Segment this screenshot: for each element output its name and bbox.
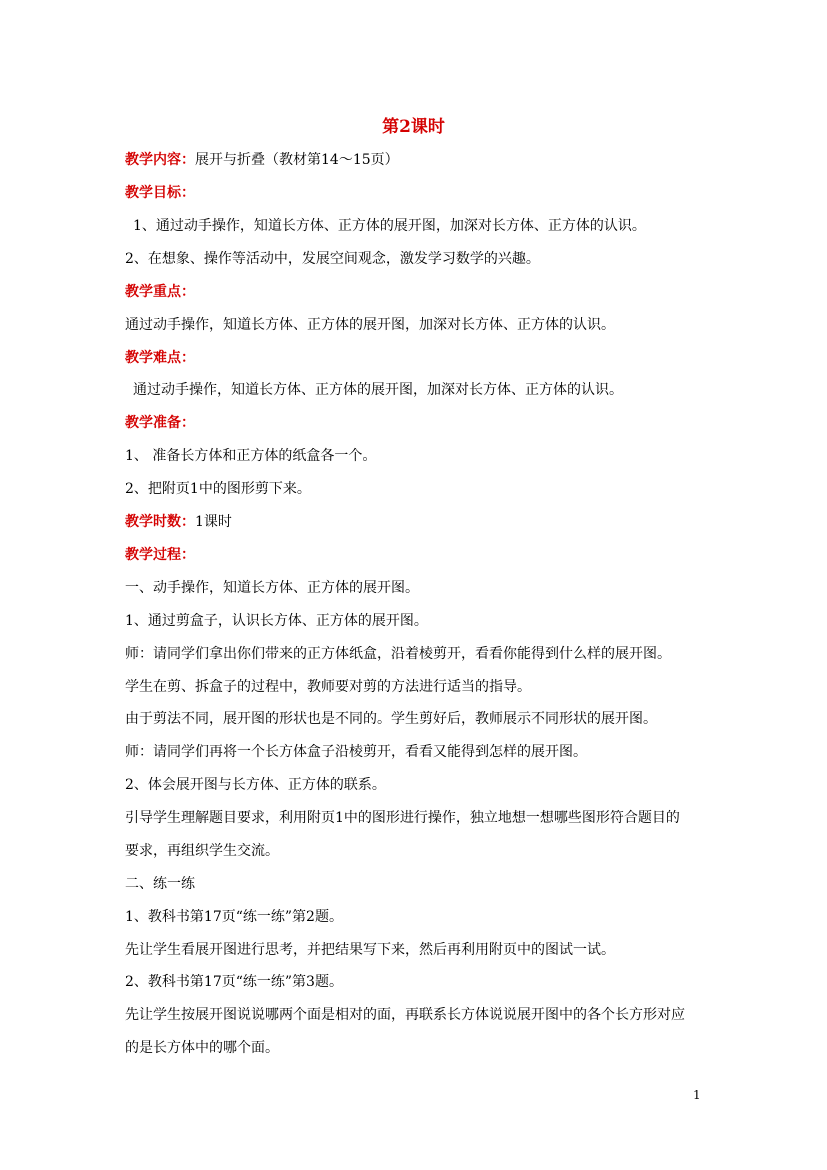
difficulties-text: 通过动手操作，知道长方体、正方体的展开图，加深对长方体、正方体的认识。 <box>133 382 623 398</box>
process-line: 一、动手操作，知道长方体、正方体的展开图。 <box>125 580 419 596</box>
preparation-item-1: 1、 准备长方体和正方体的纸盒各一个。 <box>125 448 377 464</box>
hours-line <box>125 512 232 532</box>
process-line: 学生在剪、拆盒子的过程中，教师要对剪的方法进行适当的指导。 <box>125 679 531 695</box>
process-line: 要求，再组织学生交流。 <box>125 843 279 859</box>
content-line <box>125 150 399 170</box>
content-text: 展开与折叠（教材第14～15页） <box>195 152 399 168</box>
hours-text: 1课时 <box>195 514 232 530</box>
process-line: 由于剪法不同，展开图的形状也是不同的。学生剪好后，教师展示不同形状的展开图。 <box>125 711 657 727</box>
page-number: 1 <box>693 1088 701 1102</box>
process-line: 二、练一练 <box>125 876 195 892</box>
hours-label: 教学时数： <box>125 514 195 530</box>
key-points-label: 教学重点： <box>125 284 195 300</box>
process-line: 2、体会展开图与长方体、正方体的联系。 <box>125 777 386 793</box>
difficulties-label: 教学难点： <box>125 350 195 366</box>
process-line: 师：请同学们再将一个长方体盒子沿棱剪开，看看又能得到怎样的展开图。 <box>125 744 587 760</box>
preparation-item-2: 2、把附页1中的图形剪下来。 <box>125 481 311 497</box>
process-line: 1、教科书第17页“练一练”第2题。 <box>125 909 343 925</box>
process-line: 先让学生看展开图进行思考，并把结果写下来，然后再利用附页中的图试一试。 <box>125 942 615 958</box>
process-line: 2、教科书第17页“练一练”第3题。 <box>125 974 343 990</box>
process-line: 引导学生理解题目要求，利用附页1中的图形进行操作，独立地想一想哪些图形符合题目的 <box>125 810 680 826</box>
process-line: 先让学生按展开图说说哪两个面是相对的面，再联系长方体说说展开图中的各个长方形对应 <box>125 1007 685 1023</box>
goals-label: 教学目标： <box>125 185 195 201</box>
goal-item-1: 1、通过动手操作，知道长方体、正方体的展开图，加深对长方体、正方体的认识。 <box>133 218 646 234</box>
process-line: 1、通过剪盒子，认识长方体、正方体的展开图。 <box>125 613 428 629</box>
page-title: 第2课时 <box>382 117 445 137</box>
goal-item-2: 2、在想象、操作等活动中，发展空间观念，激发学习数学的兴趣。 <box>125 251 540 267</box>
key-points-text: 通过动手操作，知道长方体、正方体的展开图，加深对长方体、正方体的认识。 <box>125 317 615 333</box>
process-label: 教学过程： <box>125 547 195 563</box>
preparation-label: 教学准备： <box>125 415 195 431</box>
content-label: 教学内容： <box>125 152 195 168</box>
process-line: 师：请同学们拿出你们带来的正方体纸盒，沿着棱剪开，看看你能得到什么样的展开图。 <box>125 646 671 662</box>
process-line: 的是长方体中的哪个面。 <box>125 1040 279 1056</box>
